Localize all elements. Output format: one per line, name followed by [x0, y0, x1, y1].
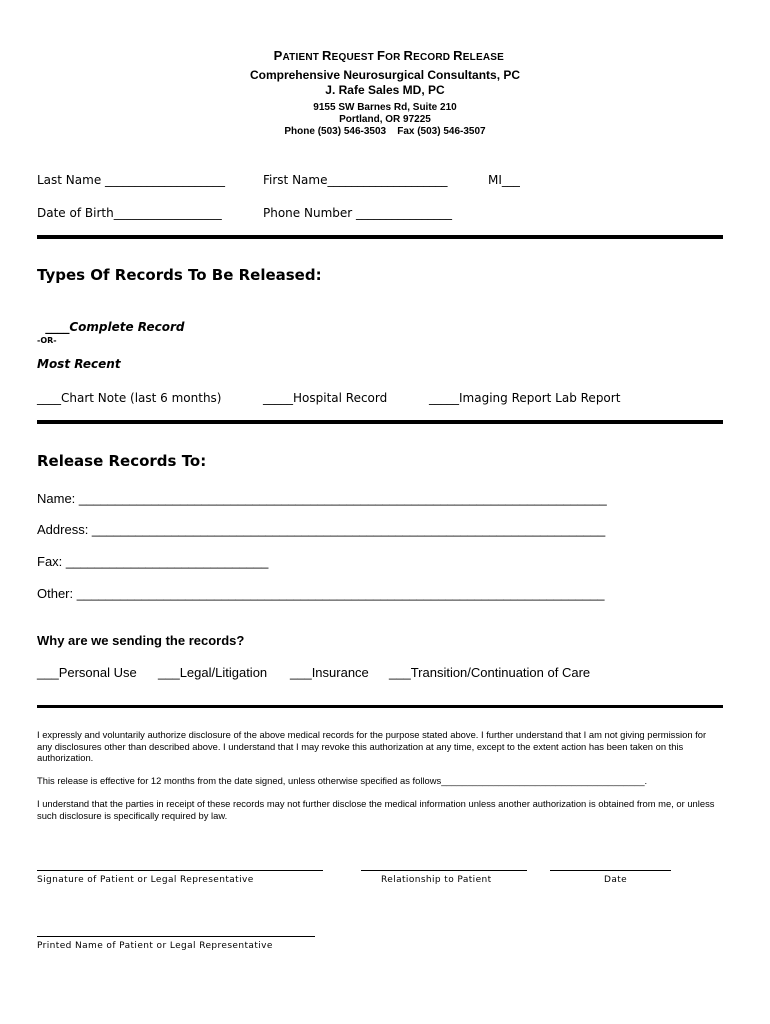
- section-divider: [37, 705, 723, 708]
- title-part: EQUEST: [331, 52, 377, 63]
- release-heading: Release Records To:: [37, 452, 207, 470]
- imaging-lab-option[interactable]: _____Imaging Report Lab Report: [429, 391, 621, 405]
- records-heading: Types Of Records To Be Released:: [37, 266, 322, 284]
- address-line-2: Portland, OR 97225: [339, 114, 431, 125]
- insurance-option[interactable]: ___Insurance: [290, 665, 369, 680]
- doctor-name: J. Rafe Sales MD, PC: [325, 83, 445, 97]
- effective-period-paragraph[interactable]: This release is effective for 12 months from the date signed, unless otherwise specified as follows_______________________________________.: [37, 775, 648, 786]
- first-name-field[interactable]: First Name____________________: [263, 173, 448, 187]
- or-separator: -OR-: [37, 336, 57, 345]
- title-part: R: [403, 48, 414, 63]
- authorization-paragraph: I expressly and voluntarily authorize disclosure of the above medical records for the purpose stated above. I further understand that I am not giving permission for any disclosures other than described above. I understand that I may revoke this authorization at any time, except to the extent action has been taken on this authorization.: [37, 729, 707, 763]
- title-part: R: [322, 48, 332, 63]
- complete-record-blank: ____: [45, 320, 70, 334]
- release-other-field[interactable]: Other: _________________________________________________________________________: [37, 586, 605, 601]
- personal-use-option[interactable]: ___Personal Use: [37, 665, 137, 680]
- org-name: Comprehensive Neurosurgical Consultants, PC: [249, 68, 521, 82]
- title-part: OR: [385, 52, 404, 63]
- relationship-label: Relationship to Patient: [381, 875, 492, 885]
- section-divider: [37, 420, 723, 424]
- complete-record-label: Complete Record: [69, 320, 185, 334]
- release-name-field[interactable]: Name: _________________________________________________________________________: [37, 491, 607, 506]
- title-part: ATIENT: [282, 52, 323, 63]
- title-part: ECORD: [413, 52, 454, 63]
- release-fax-field[interactable]: Fax: ____________________________: [37, 554, 269, 569]
- last-name-field[interactable]: Last Name ____________________: [37, 173, 226, 187]
- chart-note-option[interactable]: ____Chart Note (last 6 months): [37, 391, 222, 405]
- legal-litigation-option[interactable]: ___Legal/Litigation: [158, 665, 268, 680]
- date-label: Date: [604, 875, 628, 885]
- phone-number-field[interactable]: Phone Number ________________: [263, 206, 453, 220]
- signature-line[interactable]: [37, 870, 323, 871]
- release-address-field[interactable]: Address: _______________________________________________________________________: [37, 522, 606, 537]
- reason-heading: Why are we sending the records?: [37, 633, 245, 648]
- date-line[interactable]: [550, 870, 671, 871]
- address-line-1: 9155 SW Barnes Rd, Suite 210: [313, 102, 457, 113]
- date-of-birth-field[interactable]: Date of Birth__________________: [37, 206, 222, 220]
- complete-record-option[interactable]: [37, 306, 184, 334]
- form-title: [0, 33, 770, 63]
- relationship-line[interactable]: [361, 870, 527, 871]
- title-part: ELEASE: [462, 52, 504, 63]
- middle-initial-field[interactable]: MI___: [488, 173, 520, 187]
- transition-care-option[interactable]: ___Transition/Continuation of Care: [389, 665, 591, 680]
- printed-name-line[interactable]: [37, 936, 315, 937]
- phone-fax: Phone (503) 546-3503 Fax (503) 546-3507: [284, 126, 486, 137]
- title-part: R: [453, 48, 463, 63]
- printed-name-label: Printed Name of Patient or Legal Representative: [37, 941, 273, 951]
- title-part: P: [273, 48, 283, 63]
- most-recent-label: Most Recent: [37, 357, 121, 371]
- hospital-record-option[interactable]: _____Hospital Record: [263, 391, 388, 405]
- redisclosure-paragraph: I understand that the parties in receipt of these records may not further disclose the medical information unless another authorization is obtained from me, or unless such disclosure is specifically required by law.: [37, 798, 715, 821]
- title-part: F: [376, 48, 386, 63]
- section-divider: [37, 235, 723, 239]
- signature-label: Signature of Patient or Legal Representative: [37, 875, 254, 885]
